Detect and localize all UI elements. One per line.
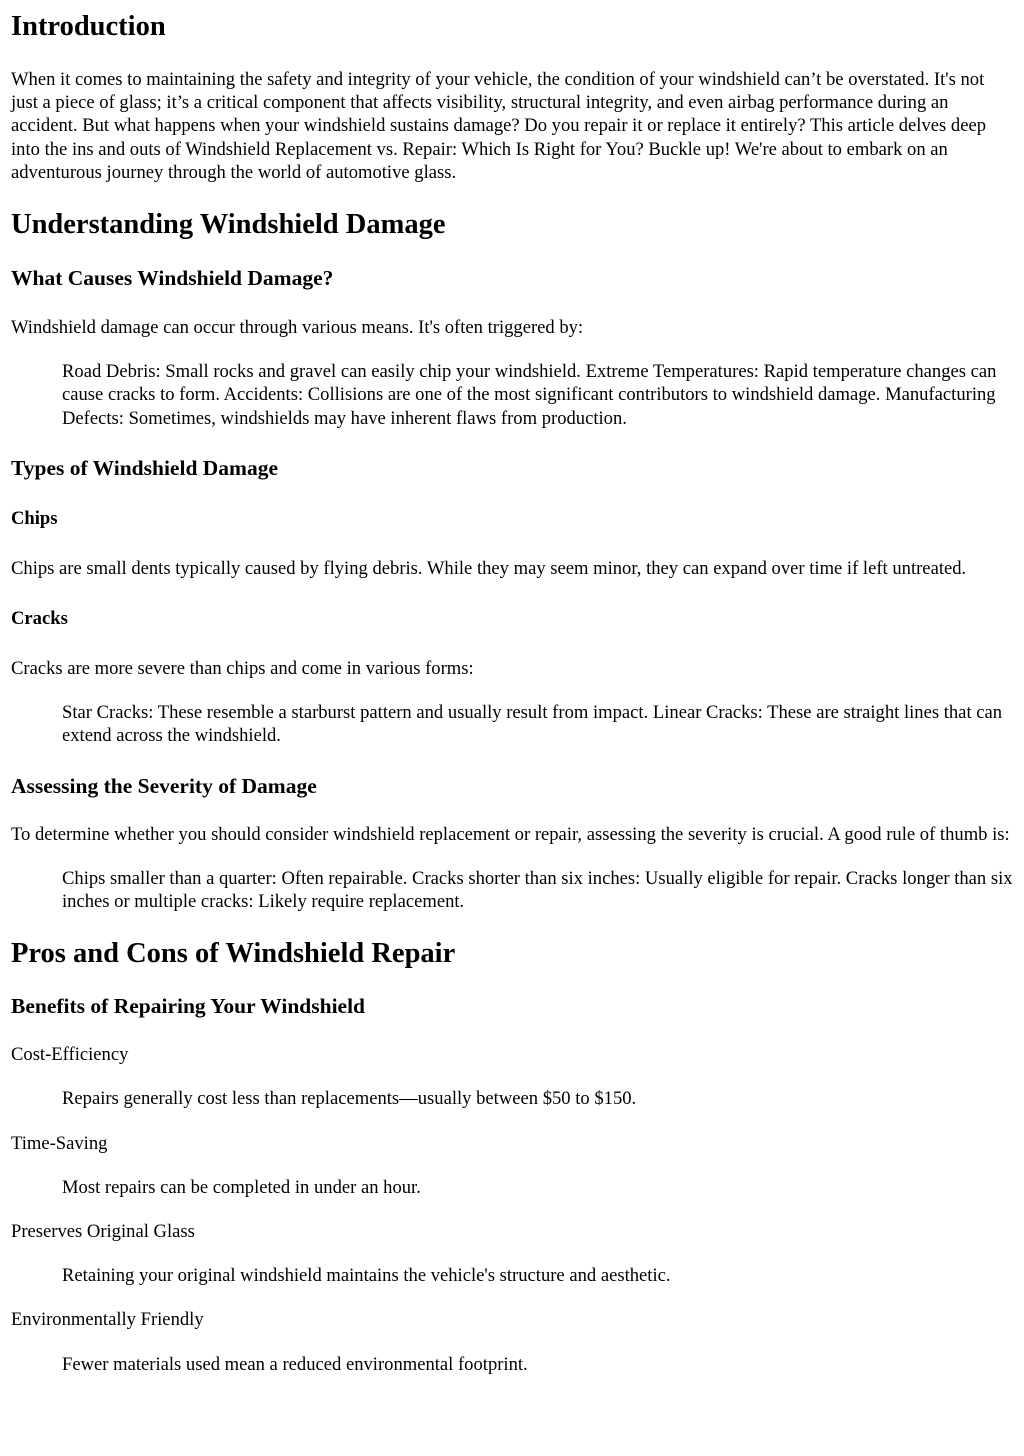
chips-heading: Chips (11, 507, 58, 529)
benefit-term: Time-Saving (11, 1132, 108, 1154)
cracks-intro: Cracks are more severe than chips and come in various forms: (11, 658, 474, 680)
benefits-list (11, 1043, 1013, 1376)
pros-cons-heading: Pros and Cons of Windshield Repair (11, 938, 456, 970)
severity-heading: Assessing the Severity of Damage (11, 773, 317, 798)
benefit-detail: Most repairs can be completed in under an hour. (62, 1176, 421, 1198)
causes-heading: What Causes Windshield Damage? (11, 266, 334, 291)
benefit-detail: Fewer materials used mean a reduced environmental footprint. (62, 1353, 528, 1375)
cracks-quote: Star Cracks: These resemble a starburst pattern and usually result from impact. Linear Cracks: These are straight lines that can extend across the windshield. (62, 702, 1003, 747)
benefit-term: Cost-Efficiency (11, 1044, 129, 1066)
causes-intro: Windshield damage can occur through various means. It's often triggered by: (11, 317, 584, 339)
chips-text: Chips are small dents typically caused by flying debris. While they may seem minor, they can expand over time if left untreated. (11, 557, 967, 579)
benefit-detail: Retaining your original windshield maintains the vehicle's structure and aesthetic. (62, 1265, 671, 1287)
causes-quote: Road Debris: Small rocks and gravel can easily chip your windshield. Extreme Temperatures: Rapid temperature changes can cause cracks to form. Accidents: Collisions are one of the most significant contributors to windshield damage. Manufacturing Defects: Sometimes, windshields may have inherent flaws from production. (62, 361, 997, 429)
benefit-detail: Repairs generally cost less than replacements—usually between $50 to $150. (62, 1088, 637, 1110)
benefit-term: Preserves Original Glass (11, 1221, 195, 1243)
severity-intro: To determine whether you should consider windshield replacement or repair, assessing the severity is crucial. A good rule of thumb is: (11, 823, 1010, 845)
severity-quote: Chips smaller than a quarter: Often repairable. Cracks shorter than six inches: Usually eligible for repair. Cracks longer than six inches or multiple cracks: Likely require replacement. (62, 867, 1013, 913)
types-heading: Types of Windshield Damage (11, 455, 279, 480)
cracks-heading: Cracks (11, 608, 68, 630)
benefit-term: Environmentally Friendly (11, 1309, 204, 1331)
introduction-paragraph: When it comes to maintaining the safety and integrity of your vehicle, the condition of your windshield can’t be overstated. It's not just a piece of glass; it’s a critical component that affects visibility, structural integrity, and even airbag performance during an accident. But what happens when your windshield sustains damage? Do you repair it or replace it entirely? This article delves deep into the ins and outs of Windshield Replacement vs. Repair: Which Is Right for You? Buckle up! We're about to embark on an adventurous journey through the world of automotive glass. (11, 69, 987, 183)
understanding-heading: Understanding Windshield Damage (11, 209, 446, 241)
benefits-heading: Benefits of Repairing Your Windshield (11, 994, 366, 1019)
introduction-heading: Introduction (11, 11, 166, 42)
